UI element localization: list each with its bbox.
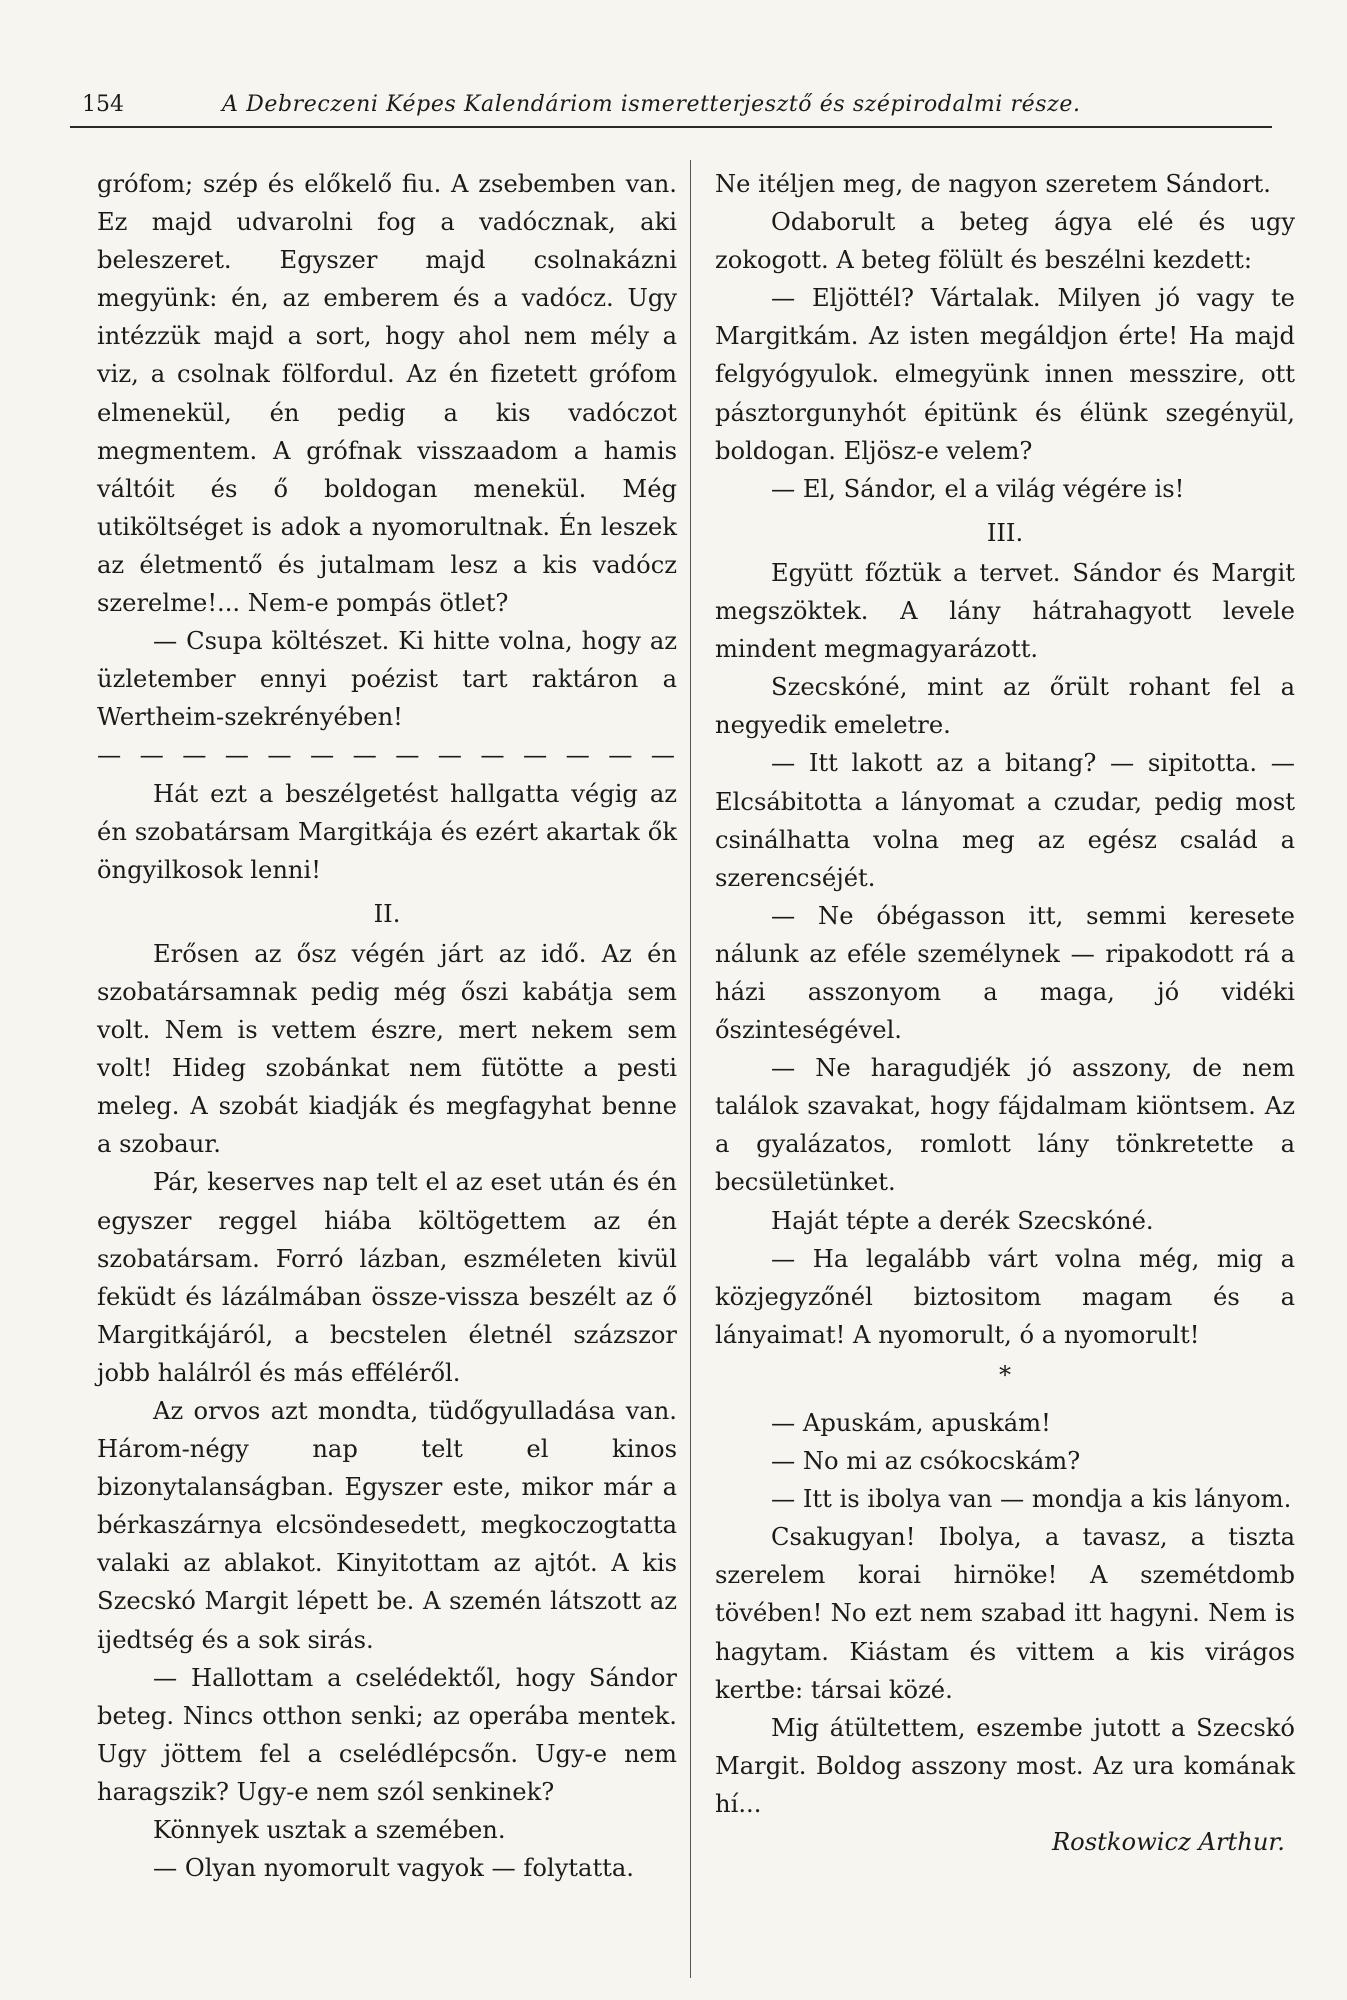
paragraph: Könnyek usztak a szemében.: [153, 1816, 506, 1845]
asterism: *: [998, 1360, 1012, 1389]
paragraph: — Ha legalább várt volna még, mig a közjegyzőnél biztositom magam és a lányaimat! A nyomorult, ó a nyomorult!: [715, 1244, 1295, 1349]
paragraph: Pár, keserves nap telt el az eset után és én egyszer reggel hiába költögettem az én szobatársam. Forró lázban, eszméleten kivül feküdt és lázálmában össze-vissza beszélt az ő Margitkájáról, a becstelen életnél százszor jobb halálról és más efféléről.: [97, 1168, 677, 1387]
paragraph: — Csupa költészet. Ki hitte volna, hogy az üzletember ennyi poézist tart raktáron a Wertheim-szekrényében!: [97, 627, 677, 732]
paragraph: Haját tépte a derék Szecskóné.: [771, 1206, 1154, 1235]
paragraph: — Hallottam a cselédektől, hogy Sándor beteg. Nincs otthon senki; az operába mentek. Ugy jöttem fel a cselédlépcsőn. Ugy-e nem haragszik? Ugy-e nem szól senkinek?: [97, 1663, 677, 1806]
author-signature: Rostkowicz Arthur.: [1051, 1828, 1285, 1857]
section-break-dashes: — — — — — — — — — — — — — —: [97, 741, 677, 770]
paragraph: Az orvos azt mondta, tüdőgyulladása van. Három-négy nap telt el kinos bizonytalanságban. Egyszer este, mikor már a bérkaszárnya elcsöndesedett, megkoczogtatta valaki az ablakot. Kinyitottam az ajtót. A kis Szecskó Margit lépett be. A szemén látszott az ijedtség és a sok sirás.: [97, 1397, 677, 1654]
paragraph: — Itt lakott az a bitang? — sipitotta. — Elcsábitotta a lányomat a czudar, pedig most csinálhatta volna meg az egész család a szerencséjét.: [715, 749, 1295, 892]
paragraph: Hát ezt a beszélgetést hallgatta végig az én szobatársam Margitkája és ezért akartak ők öngyilkosok lenni!: [97, 779, 677, 884]
paragraph: Mig átültettem, eszembe jutott a Szecskó Margit. Boldog asszony most. Az ura komának hí...: [715, 1713, 1295, 1818]
page-header: [70, 92, 1272, 128]
paragraph: Szecskóné, mint az őrült rohant fel a negyedik emeletre.: [715, 673, 1295, 740]
paragraph: Csakugyan! Ibolya, a tavasz, a tiszta szerelem korai hirnöke! A szemétdomb tövében! No ezt nem szabad itt hagyni. Nem is hagytam. Kiástam és vittem a kis virágos kertbe: társai közé.: [715, 1523, 1295, 1704]
paragraph: Erősen az ősz végén járt az idő. Az én szobatársamnak pedig még őszi kabátja sem volt. Nem is vettem észre, mert nekem sem volt! Hideg szobánkat nem fütötte a pesti meleg. A szobát kiadják és megfagyhat benne a szobaur.: [97, 939, 677, 1159]
paragraph: grófom; szép és előkelő fiu. A zsebemben van. Ez majd udvarolni fog a vadócznak, aki beleszeret. Egyszer majd csolnakázni megyünk: én, az emberem és a vadócz. Ugy intézzük majd a sort, hogy ahol nem mély a viz, a csolnak fölfordul. Az én fizetett grófom elmenekül, én pedig a kis vadóczot megmentem. A grófnak visszaadom a hamis váltóit és ő boldogan menekül. Még utiköltséget is adok a nyomorultnak. Én leszek az életmentő és jutalmam lesz a kis vadócz szerelme!... Nem-e pompás ötlet?: [97, 170, 677, 618]
paragraph: — No mi az csókocskám?: [771, 1447, 1081, 1476]
section-heading: III.: [986, 518, 1024, 547]
paragraph: Együtt főztük a tervet. Sándor és Margit megszöktek. A lány hátrahagyott levele mindent megmagyarázott.: [715, 558, 1295, 664]
paragraph: — Olyan nyomorult vagyok — folytatta.: [153, 1854, 634, 1883]
left-column: [97, 165, 677, 1887]
paragraph: Ne itéljen meg, de nagyon szeretem Sándort.: [715, 170, 1271, 198]
column-divider: [690, 160, 691, 1978]
paragraph: — El, Sándor, el a világ végére is!: [771, 474, 1185, 503]
paragraph: — Itt is ibolya van — mondja a kis lányom.: [771, 1485, 1292, 1514]
paragraph: — Apuskám, apuskám!: [771, 1409, 1051, 1437]
page-number: 154: [82, 92, 124, 117]
running-title: A Debreczeni Képes Kalendáriom ismeretterjesztő és szépirodalmi része.: [222, 92, 1081, 117]
paragraph: — Ne óbégasson itt, semmi keresete nálunk az eféle személynek — ripakodott rá a házi asszonyom a maga, jó vidéki őszinteségével.: [715, 901, 1295, 1045]
right-column: [715, 165, 1295, 1861]
paragraph: Odaborult a beteg ágya elé és ugy zokogott. A beteg fölült és beszélni kezdett:: [715, 208, 1295, 275]
paragraph: — Ne haragudjék jó asszony, de nem találok szavakat, hogy fájdalmam kiöntsem. Az a gyalázatos, romlott lány tönkretette a becsületünket.: [715, 1054, 1295, 1197]
section-heading: II.: [373, 899, 401, 928]
paragraph: — Eljöttél? Vártalak. Milyen jó vagy te Margitkám. Az isten megáldjon érte! Ha majd felgyógyulok. elmegyünk innen messzire, ott pásztorgunyhót épitünk és élünk szegényül, boldogan. Eljösz-e velem?: [715, 284, 1295, 465]
